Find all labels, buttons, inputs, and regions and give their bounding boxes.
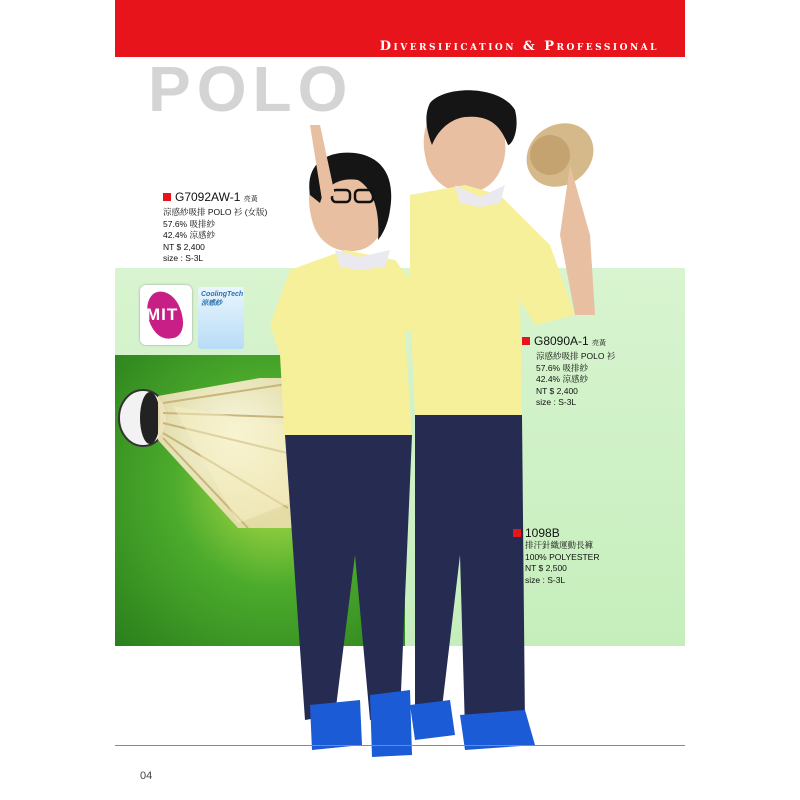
product-color: 亮黃 — [243, 196, 258, 203]
mit-label: MIT — [146, 305, 179, 324]
product-price: NT $ 2,400 — [536, 385, 578, 396]
male-model — [410, 90, 606, 750]
header-banner — [115, 0, 685, 57]
cooling-label: CoolingTech 涼感紗 — [201, 291, 244, 307]
page-title: POLO — [148, 53, 354, 125]
product-info-g8090a — [522, 334, 615, 409]
header-tagline: Diversification & Professional — [379, 39, 659, 54]
product-info-1098b — [513, 526, 600, 586]
product-size: size : S-3L — [163, 253, 204, 263]
product-code: G8090A-1 — [534, 334, 589, 348]
product-desc: 涼感紗吸排 POLO 衫 (女版) — [163, 207, 268, 217]
female-model — [270, 125, 430, 757]
product-material-2: 42.4% 涼感紗 — [163, 230, 215, 240]
cooling-badge — [198, 287, 244, 349]
models-photo — [250, 85, 610, 765]
product-size: size : S-3L — [536, 397, 577, 407]
product-code: 1098B — [525, 526, 560, 540]
product-price: NT $ 2,500 — [525, 563, 567, 573]
product-desc: 排汗針織運動長褲 — [525, 540, 594, 550]
product-material: 100% POLYESTER — [525, 551, 600, 562]
product-material-1: 57.6% 吸排紗 — [536, 362, 588, 373]
product-info-g7092aw — [163, 190, 267, 265]
bullet-square — [513, 529, 521, 537]
footer-divider — [115, 745, 685, 746]
mit-badge — [140, 285, 192, 345]
bullet-square — [522, 337, 530, 345]
product-price: NT $ 2,400 — [163, 241, 205, 252]
product-color: 亮黃 — [592, 340, 607, 347]
bullet-square — [163, 193, 171, 201]
product-desc: 涼感紗吸排 POLO 衫 — [536, 351, 616, 361]
product-material-1: 57.6% 吸排紗 — [163, 218, 215, 229]
page-number: 04 — [140, 770, 153, 782]
product-material-2: 42.4% 涼感紗 — [536, 374, 588, 384]
product-code: G7092AW-1 — [175, 190, 241, 204]
product-size: size : S-3L — [525, 574, 566, 585]
